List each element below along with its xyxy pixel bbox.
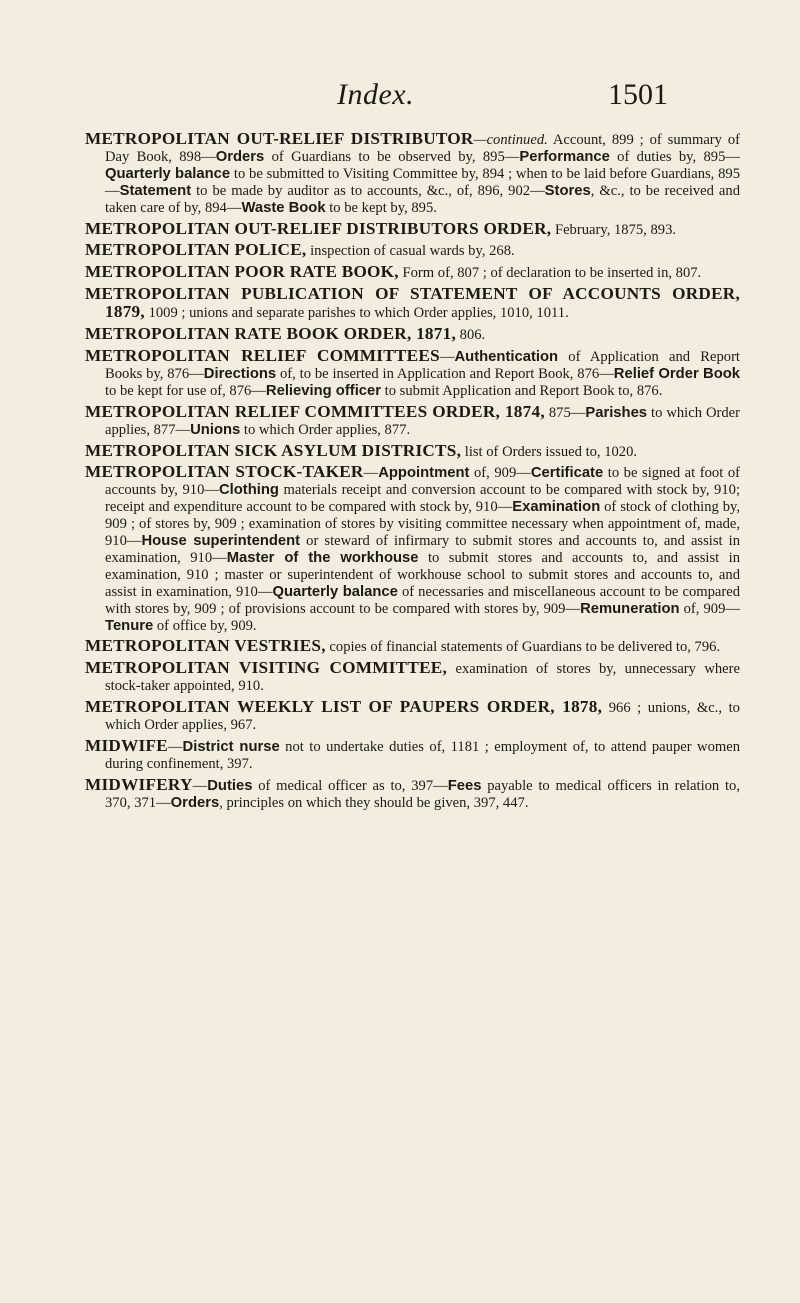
entry-text: to be signed at foot of accounts by, 910—	[105, 465, 740, 499]
entry-text: —	[192, 777, 208, 794]
entry-headword: METROPOLITAN RELIEF COMMITTEES ORDER, 1874,	[85, 401, 545, 421]
index-entry	[85, 699, 740, 734]
subheading: Orders	[215, 148, 265, 165]
entry-headword: MIDWIFE	[85, 736, 168, 755]
entry-text: Form of, 807 ; of declaration to be inserted in, 807.	[398, 265, 702, 282]
subheading: Appointment	[378, 465, 470, 482]
entry-text: 875—	[544, 404, 586, 421]
entry-text: to submit stores and accounts to, and assist in examination, 910 ; master or superintendent of workhouse school to submit stores and accounts to, and assist in examination, 910—	[105, 549, 740, 600]
entry-headword: METROPOLITAN SICK ASYLUM DISTRICTS,	[85, 440, 462, 460]
entry-text: or steward of infirmary to submit stores and accounts to, and assist in examination, 910—	[105, 533, 740, 566]
subheading: Master of the workhouse	[226, 549, 419, 566]
entry-text: to be kept for use of, 876—	[105, 382, 266, 399]
entry-text: of necessaries and miscellaneous account to be compared with stores by, 909 ; of provisions account to be compared with stores by, 909—	[105, 583, 740, 617]
entry-headword: METROPOLITAN OUT-RELIEF DISTRIBUTORS ORDER,	[85, 218, 552, 238]
entry-text: , principles on which they should be given, 397, 447.	[219, 794, 529, 811]
entry-text: to submit Application and Report Book to, 876.	[381, 382, 663, 399]
index-entry	[85, 738, 740, 773]
entry-headword: METROPOLITAN VISITING COMMITTEE,	[85, 658, 448, 678]
entry-text: February, 1875, 893.	[551, 221, 677, 238]
entry-headword: METROPOLITAN STOCK-TAKER	[85, 462, 364, 482]
index-entry	[85, 242, 740, 260]
index-entry	[85, 264, 740, 282]
entry-text: of office by, 909.	[153, 617, 257, 634]
entry-text: of, 909—	[679, 600, 740, 617]
index-entry	[85, 774, 740, 812]
subheading: Statement	[119, 182, 192, 199]
entry-text: 1009 ; unions and separate parishes to which Order applies, 1010, 1011.	[144, 305, 569, 322]
entry-text: Account, 899 ; of summary of Day Book, 898—	[105, 132, 741, 165]
entry-text: of medical officer as to, 397—	[252, 777, 448, 794]
page-number: 1501	[608, 78, 668, 111]
entry-text: not to undertake duties of, 1181 ; employment of, to attend pauper women during confinement, 397.	[105, 739, 741, 772]
entry-headword: METROPOLITAN OUT-RELIEF DISTRIBUTOR	[85, 129, 474, 148]
subheading: Orders	[170, 794, 220, 811]
entry-text: —	[439, 348, 455, 365]
index-entry	[85, 638, 740, 656]
entry-headword: METROPOLITAN WEEKLY LIST OF PAUPERS ORDER, 1878,	[85, 697, 603, 717]
index-entry	[85, 286, 740, 322]
index-entry	[85, 131, 740, 217]
entry-text: —	[167, 739, 183, 755]
entry-text: of, 909—	[469, 465, 531, 482]
entry-text: copies of financial statements of Guardians to be delivered to, 796.	[325, 639, 721, 656]
entry-headword: MIDWIFERY	[85, 774, 193, 794]
entry-text: of, to be inserted in Application and Report Book, 876—	[276, 365, 614, 382]
entry-text: of duties by, 895—	[609, 148, 740, 165]
entry-text: of stock of clothing by, 909 ; of stores by, 909 ; examination of stores by visiting committee necessary when appointment of, made, 910—	[105, 499, 740, 550]
subheading: Duties	[207, 777, 253, 794]
entry-text: of Application and Report Books by, 876—	[105, 348, 740, 382]
subheading: Certificate	[530, 465, 604, 482]
subheading: Directions	[203, 365, 277, 382]
entry-text: to which Order applies, 877—	[105, 404, 740, 438]
entry-text: —	[363, 465, 379, 482]
subheading: Remuneration	[580, 600, 680, 617]
index-entry	[85, 660, 740, 695]
entry-headword: METROPOLITAN PUBLICATION OF STATEMENT OF ACCOUNTS ORDER, 1879,	[85, 284, 740, 322]
index-entry	[85, 401, 740, 439]
subheading: Parishes	[585, 404, 648, 421]
entry-headword: METROPOLITAN POLICE,	[85, 240, 307, 260]
subheading: Authentication	[454, 348, 559, 365]
entry-text: payable to medical officers in relation to, 370, 371—	[105, 777, 740, 811]
entry-headword: METROPOLITAN RELIEF COMMITTEES	[85, 345, 440, 365]
subheading: Stores	[544, 182, 591, 199]
subheading: Examination	[512, 499, 601, 516]
subheading: Unions	[190, 421, 241, 438]
index-entry	[85, 440, 740, 461]
index-entry	[85, 218, 740, 239]
subheading: District nurse	[182, 739, 280, 755]
entry-text: , &c., to be received and taken care of by, 894—	[105, 182, 740, 216]
index-entries	[85, 131, 740, 816]
entry-text: to be kept by, 895.	[325, 199, 437, 216]
entry-text: 966 ; unions, &c., to which Order applies, 967.	[105, 700, 740, 734]
entry-text: materials receipt and conversion account to be compared with stock by, 910; receipt and expenditure account to be compared with stock by, 910—	[105, 482, 740, 516]
index-entry	[85, 464, 740, 634]
entry-text: list of Orders issued to, 1020.	[461, 443, 638, 460]
entry-text: to which Order applies, 877.	[240, 421, 411, 438]
page-title: Index.	[337, 78, 415, 111]
index-entry	[85, 345, 741, 400]
entry-text: examination of stores by, unnecessary where stock-taker appointed, 910.	[105, 661, 740, 695]
subheading: Tenure	[105, 617, 154, 634]
entry-text: to be submitted to Visiting Committee by, 894 ; when to be laid before Guardians, 895—	[105, 165, 740, 199]
subheading: Relieving officer	[265, 382, 382, 399]
index-entry	[85, 326, 740, 344]
subheading: Performance	[519, 148, 610, 165]
entry-headword: METROPOLITAN RATE BOOK ORDER, 1871,	[85, 324, 456, 344]
running-header	[0, 78, 800, 118]
entry-text: 806.	[456, 327, 486, 344]
subheading: House superintendent	[141, 533, 301, 550]
entry-headword: METROPOLITAN VESTRIES,	[85, 636, 326, 656]
entry-text: of Guardians to be observed by, 895—	[264, 148, 520, 165]
continued-note: —continued.	[473, 132, 548, 148]
entry-text: to be made by auditor as to accounts, &c., of, 896, 902—	[191, 182, 545, 199]
subheading: Relief Order Book	[613, 365, 741, 382]
entry-headword: METROPOLITAN POOR RATE BOOK,	[85, 262, 399, 282]
subheading: Fees	[447, 777, 482, 794]
subheading: Quarterly balance	[105, 165, 231, 182]
subheading: Waste Book	[241, 199, 326, 216]
entry-text: inspection of casual wards by, 268.	[306, 243, 515, 260]
subheading: Quarterly balance	[272, 583, 398, 600]
subheading: Clothing	[218, 482, 279, 499]
